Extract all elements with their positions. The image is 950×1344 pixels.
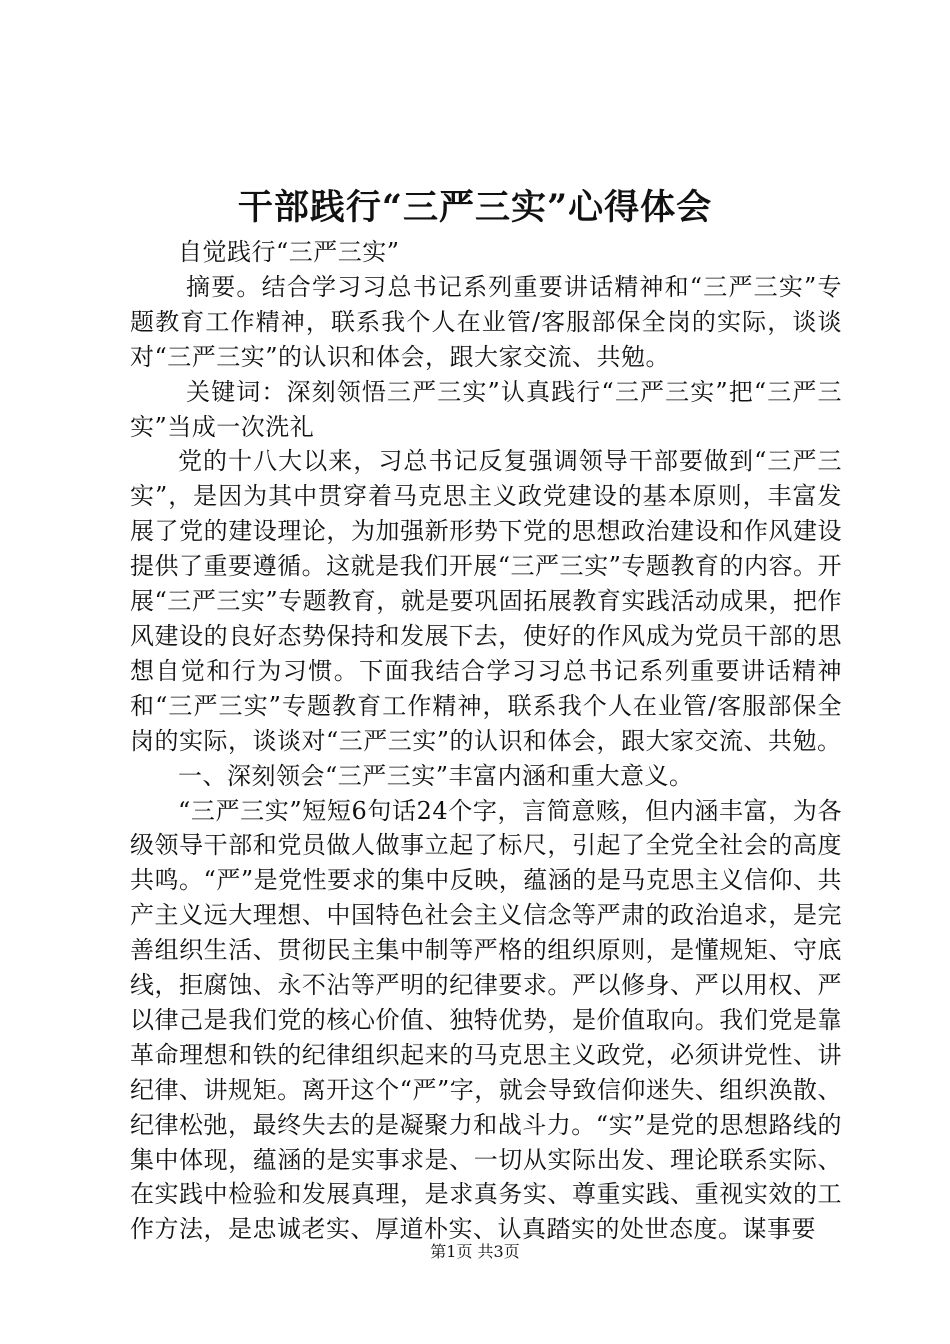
intro-paragraph: 党的十八大以来，习总书记反复强调领导干部要做到“三严三实”，是因为其中贯穿着马克思主义政党建设的基本原则，丰富发展了党的建设理论，为加强新形势下党的思想政治建设和作风建设提供了重要遵循。这就是我们开展“三严三实”专题教育的内容。开展“三严三实”专题教育，就是要巩固拓展教育实践活动成果，把作风建设的良好态势保持和发展下去，使好的作风成为党员干部的思想自觉和行为习惯。下面我结合学习习总书记系列重要讲话精神和“三严三实”专题教育工作精神，联系我个人在业管/客服部保全岗的实际，谈谈对“三严三实”的认识和体会，跟大家交流、共勉。 [130, 447, 842, 755]
keywords-paragraph: 关键词：深刻领悟三严三实”认真践行“三严三实”把“三严三实”当成一次洗礼 [130, 377, 842, 441]
page-footer: 第1页 共3页 [430, 1242, 520, 1261]
abstract-paragraph: 摘要。结合学习习总书记系列重要讲话精神和“三严三实”专题教育工作精神，联系我个人在业管/客服部保全岗的实际，谈谈对“三严三实”的认识和体会，跟大家交流、共勉。 [130, 272, 842, 371]
body-paragraph: “三严三实”短短6句话24个字，言简意赅，但内涵丰富，为各级领导干部和党员做人做事立起了标尺，引起了全党全社会的高度共鸣。“严”是党性要求的集中反映，蕴涵的是马克思主义信仰、共产主义远大理想、中国特色社会主义信念等严肃的政治追求，是完善组织生活、贯彻民主集中制等严格的组织原则，是懂规矩、守底线，拒腐蚀、永不沾等严明的纪律要求。严以修身、严以用权、严以律己是我们党的核心价值、独特优势，是价值取向。我们党是靠革命理想和铁的纪律组织起来的马克思主义政党，必须讲党性、讲纪律、讲规矩。离开这个“严”字，就会导致信仰迷失、组织涣散、纪律松弛，最终失去的是凝聚力和战斗力。“实”是党的思想路线的集中体现，蕴涵的是实事求是、一切从实际出发、理论联系实际、在实践中检验和发展真理，是求真务实、尊重实践、重视实效的工作方法，是忠诚老实、厚道朴实、认真踏实的处世态度。谋事要 [130, 796, 842, 1244]
section-heading: 一、深刻领会“三严三实”丰富内涵和重大意义。 [178, 761, 694, 790]
subtitle-paragraph: 自觉践行“三严三实” [178, 238, 400, 266]
document-body [130, 235, 842, 1247]
document-title: 干部践行“三严三实”心得体会 [237, 187, 713, 228]
